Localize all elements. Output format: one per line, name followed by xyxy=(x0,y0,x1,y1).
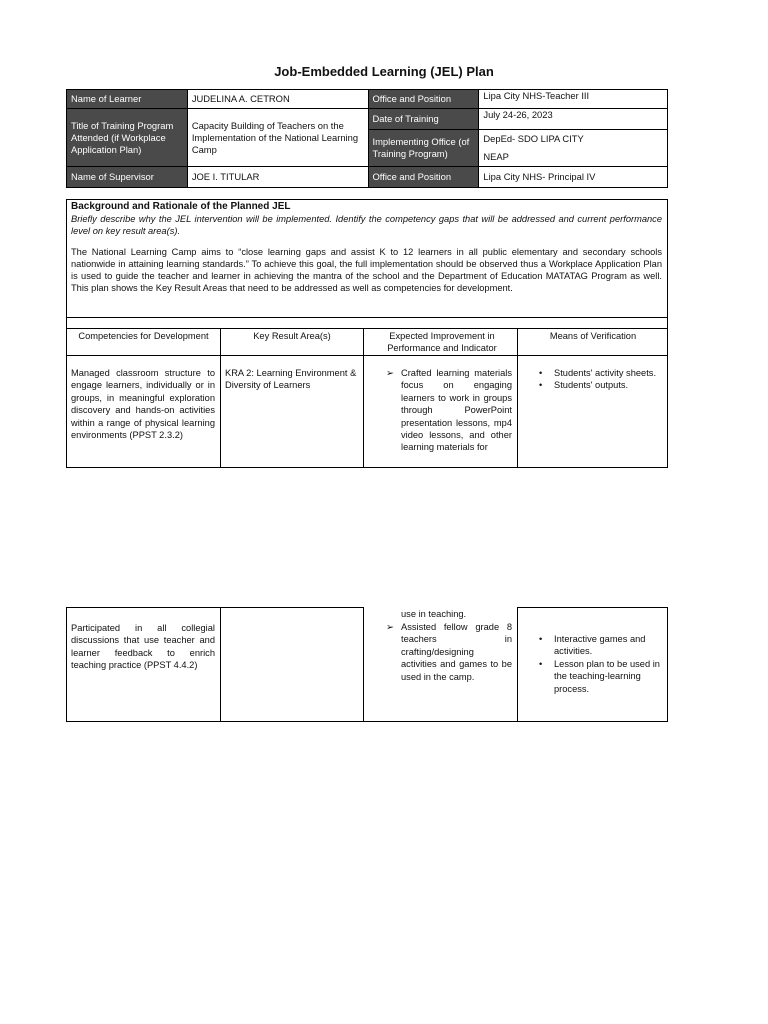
divider xyxy=(517,607,668,608)
improvement-list xyxy=(384,367,512,454)
list-item: • Lesson plan to be used in the teaching-learning process. xyxy=(539,658,660,694)
implementing-office-label: Implementing Office (of Training Program) xyxy=(368,130,479,167)
bullet-icon: • xyxy=(539,634,543,644)
verification-list xyxy=(537,367,662,392)
list-item: • Interactive games and activities. xyxy=(539,634,646,657)
bullet-icon: • xyxy=(539,658,543,669)
supervisor-name-value: JOE I. TITULAR xyxy=(187,167,368,188)
background-body: The National Learning Camp aims to “close learning gaps and assist K to 12 learners in all public elementary and secondary schools nationwide in attaining learning standards.” To achieve this goal, the full implementation should be observed thus a Workplace Application Plan is used to guide the teacher and learner in achieving the mantra of the school and the Department of Education MATATAG Program as well. This plan shows the Key Result Areas that need to be addressed as well as competencies for development. xyxy=(71,247,662,293)
page-title: Job-Embedded Learning (JEL) Plan xyxy=(274,64,494,79)
improvement-list-2 xyxy=(384,621,512,683)
divider xyxy=(66,328,668,329)
date-of-training-value: July 24-26, 2023 xyxy=(479,109,668,130)
list-item: • Students' outputs. xyxy=(539,380,629,391)
column-header-improvement: Expected Improvement in Performance and Indicator xyxy=(387,331,497,354)
column-header-kra: Key Result Area(s) xyxy=(253,331,331,341)
office-position-value: Lipa City NHS-Teacher III xyxy=(479,90,668,109)
column-divider xyxy=(363,328,364,468)
column-divider xyxy=(220,328,221,468)
arrow-bullet-icon: ➢ xyxy=(386,622,394,632)
implementing-office-value-2: NEAP xyxy=(479,148,668,167)
improvement-continued: use in teaching. xyxy=(401,609,467,619)
office-position-label: Office and Position xyxy=(368,90,479,109)
column-divider xyxy=(517,328,518,468)
divider xyxy=(66,317,668,318)
learner-name-value: JUDELINA A. CETRON xyxy=(187,90,368,109)
implementing-office-value: DepEd- SDO LIPA CITY xyxy=(479,130,668,148)
column-header-verification: Means of Verification xyxy=(549,331,637,341)
bullet-icon: • xyxy=(539,380,543,391)
kra-cell: KRA 2: Learning Environment & Diversity of Learners xyxy=(225,368,357,391)
learner-name-label: Name of Learner xyxy=(67,90,188,109)
background-heading: Background and Rationale of the Planned JEL xyxy=(71,201,291,212)
list-item: ➢ Crafted learning materials focus on engaging learners to work in groups through PowerPoint presentation lessons, mp4 video lessons, and other learning materials for xyxy=(386,368,512,453)
divider xyxy=(66,607,364,608)
competency-cell-2: Participated in all collegial discussions that use teacher and learner feedback to enrich teaching practice (PPST 4.4.2) xyxy=(71,623,215,671)
column-divider xyxy=(363,607,364,722)
column-divider xyxy=(220,607,221,722)
improvement-cell-2 xyxy=(384,621,512,683)
training-title-label: Title of Training Program Attended (if Workplace Application Plan) xyxy=(67,109,188,167)
verification-list-2 xyxy=(537,633,662,695)
list-item: • Students' activity sheets. xyxy=(539,368,657,378)
competency-cell: Managed classroom structure to engage learners, individually or in groups, in meaningful exploration discovery and hands-on activities within a range of physical learning environments (PPST 2.3.2) xyxy=(71,368,215,441)
list-item: ➢ Assisted fellow grade 8 teachers in crafting/designing activities and games to be used in the camp. xyxy=(386,622,512,682)
supervisor-office-label: Office and Position xyxy=(368,167,479,188)
divider xyxy=(66,355,668,356)
verification-cell-2 xyxy=(537,633,662,695)
bullet-icon: • xyxy=(539,368,543,378)
training-title-value: Capacity Building of Teachers on the Implementation of the National Learning Camp xyxy=(187,109,368,167)
supervisor-name-label: Name of Supervisor xyxy=(67,167,188,188)
arrow-bullet-icon: ➢ xyxy=(386,368,394,378)
background-instruction: Briefly describe why the JEL intervention will be implemented. Identify the competency gaps that will be addressed and current performance level on key result area(s). xyxy=(71,214,662,236)
column-header-competencies: Competencies for Development xyxy=(78,331,209,341)
column-divider xyxy=(517,607,518,722)
verification-cell xyxy=(537,367,662,392)
date-of-training-label: Date of Training xyxy=(368,109,479,130)
learner-info-table xyxy=(66,89,668,188)
improvement-cell xyxy=(384,367,512,454)
supervisor-office-value: Lipa City NHS- Principal IV xyxy=(479,167,668,188)
